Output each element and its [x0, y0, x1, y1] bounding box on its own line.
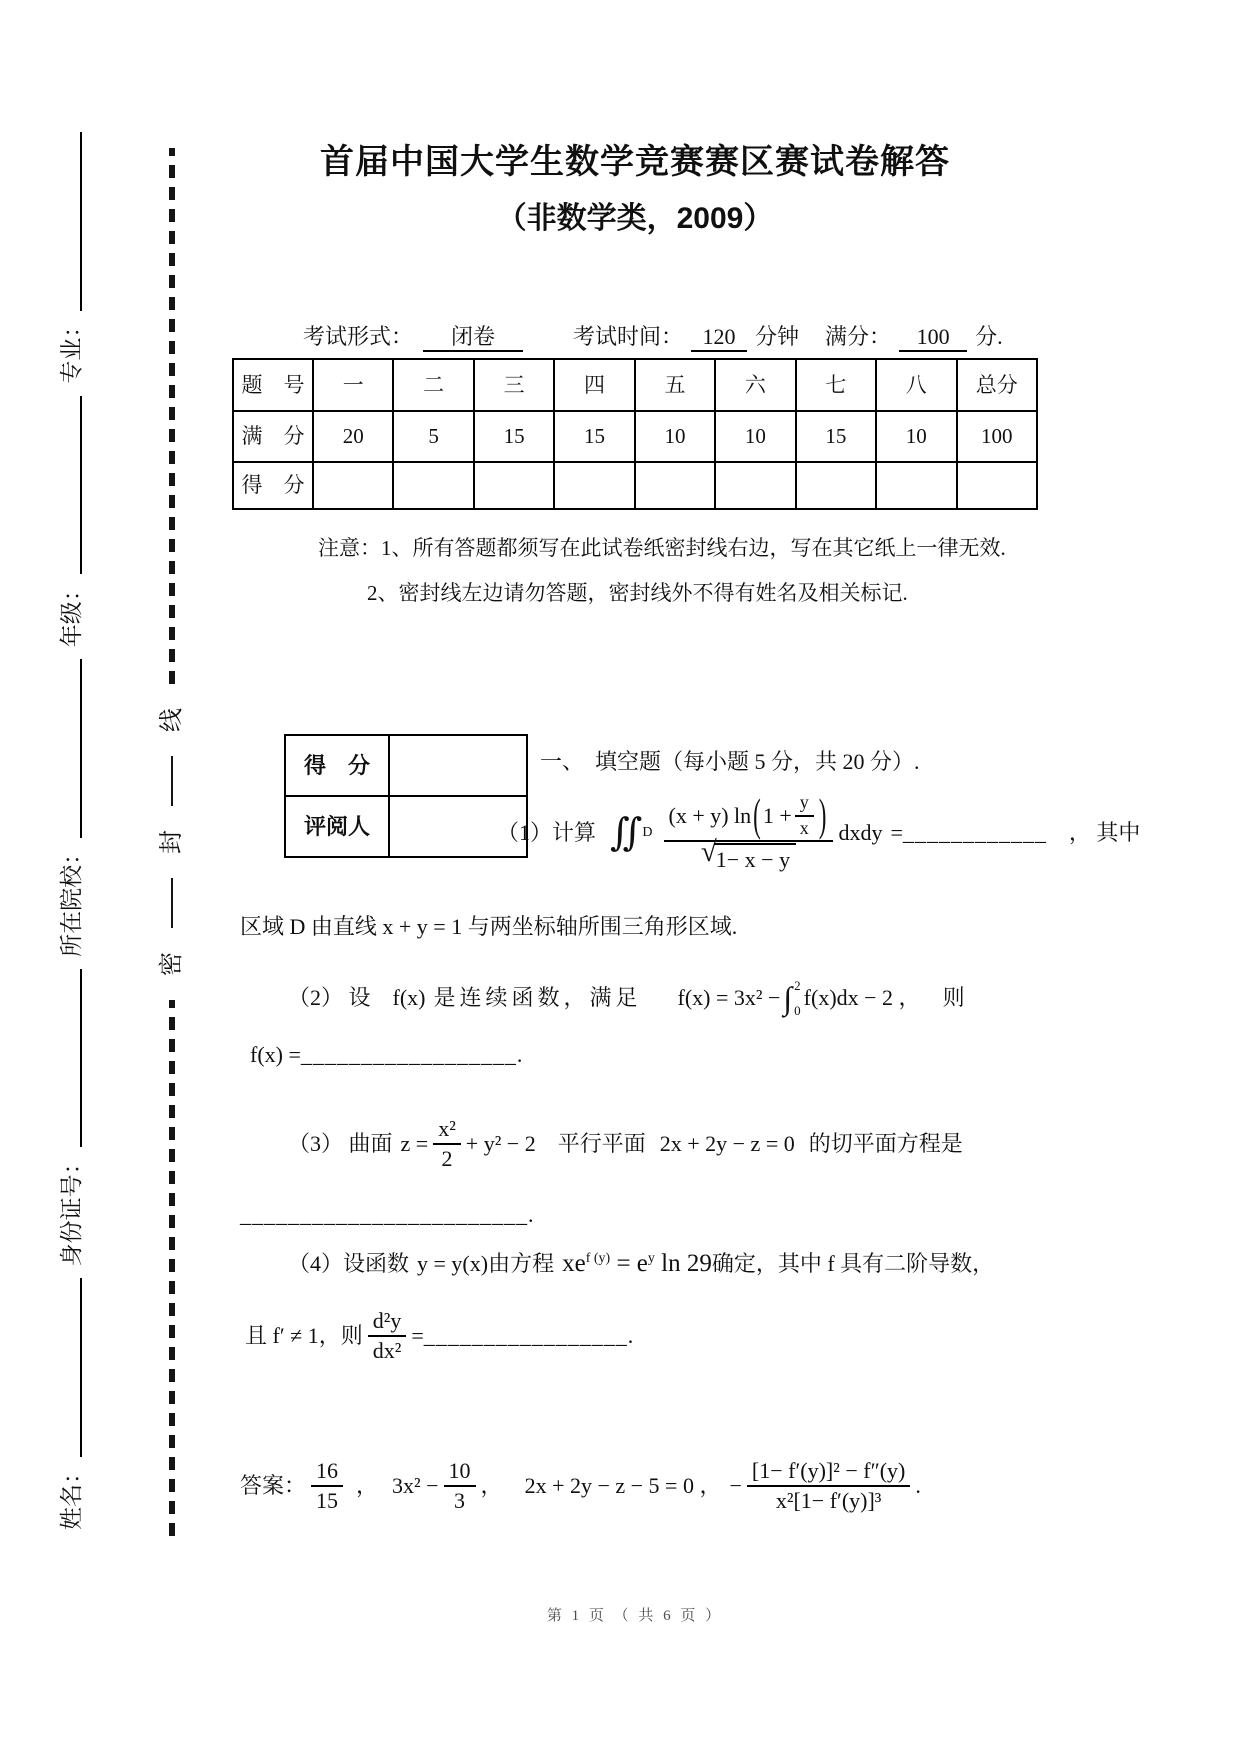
integral-limits: [794, 979, 801, 1017]
score-reviewer-box: [284, 734, 528, 858]
full-mark-cell: 15: [554, 411, 634, 462]
q3-mid-text: 平行平面: [557, 1131, 646, 1157]
page-title: 首届中国大学生数学竞赛赛区赛试卷解答: [320, 143, 950, 181]
seal-line-column: [154, 148, 190, 1536]
exam-time-value: 120: [691, 324, 747, 352]
obtained-mark-cell: [313, 462, 393, 509]
q1-numerator: [664, 792, 834, 842]
q2-period: .: [516, 1042, 523, 1067]
major-blank-line: [80, 132, 82, 311]
q3-surface-rest: + y² − 2: [465, 1131, 536, 1157]
obtained-mark-cell: [876, 462, 956, 509]
id-number-label: 身份证号：: [59, 1151, 85, 1267]
q1-inner-den: x: [799, 817, 809, 838]
school-blank-line: [80, 659, 82, 838]
major-label: 专业：: [59, 314, 85, 384]
answer-2-fraction: [444, 1458, 476, 1515]
col-header: 六: [715, 359, 795, 411]
full-score-unit: 分.: [975, 324, 1003, 349]
q4-yfx: y = y(x): [417, 1251, 489, 1277]
full-mark-cell: 10: [715, 411, 795, 462]
q3-lead: （3） 曲面: [288, 1131, 393, 1157]
reviewer-label: 评阅人: [285, 796, 389, 857]
seal-dashed-line-top: [169, 148, 175, 684]
question-2: [288, 968, 965, 1028]
question-1-formula: [497, 780, 1140, 886]
question-3: [288, 1102, 963, 1186]
reviewer-row: [285, 796, 527, 857]
q2-tail: 则: [942, 985, 965, 1011]
q4-derivative-fraction: [368, 1308, 407, 1365]
full-mark-cell: 5: [393, 411, 473, 462]
integral-domain: D: [642, 824, 653, 840]
seal-char-xian: 线: [158, 708, 185, 732]
q4-dx2: dx²: [372, 1338, 402, 1363]
q1-answer-blank: ____________: [902, 820, 1047, 846]
q1-inner-num: y: [795, 792, 814, 817]
q2-answer-lhs: f(x) =: [250, 1042, 301, 1067]
q4-ln29: ln 29: [661, 1250, 712, 1278]
seal-char-feng: 封: [158, 830, 185, 854]
score-label: 得 分: [285, 735, 389, 796]
full-score-label: 满分：: [825, 324, 892, 349]
q1-denominator: [696, 836, 801, 873]
question-1-domain-text: 区域 D 由直线 x + y = 1 与两坐标轴所围三角形区域.: [240, 914, 738, 939]
q1-dxdy: dxdy: [838, 820, 883, 846]
exam-time-label: 考试时间：: [573, 324, 684, 349]
full-score-value: 100: [899, 324, 967, 352]
student-info-column: [52, 120, 92, 1572]
table-row-obtained-marks: [233, 462, 1037, 509]
col-header: 八: [876, 359, 956, 411]
answer-1-fraction: [311, 1458, 343, 1515]
answer-4-num: [1− f′(y)]² − f″(y): [747, 1458, 911, 1487]
big-paren-left: (: [753, 790, 761, 841]
obtained-mark-cell: [957, 462, 1038, 509]
col-header: 二: [393, 359, 473, 411]
table-row-question-numbers: [233, 359, 1037, 411]
question-2-answer-line: [250, 1040, 522, 1070]
q3-tail: 的切平面方程是: [808, 1131, 963, 1157]
row-label: 得 分: [233, 462, 313, 509]
exam-time-unit: 分钟: [755, 324, 800, 349]
upper-limit: 2: [794, 978, 801, 993]
notice-line-2: 2、密封线左边请勿答题，密封线外不得有姓名及相关标记.: [367, 581, 908, 605]
q4-eq-e: = e: [616, 1250, 648, 1278]
q3-plane-equation: 2x + 2y − z = 0: [659, 1131, 795, 1157]
comma: ，: [480, 1473, 503, 1499]
row-label: 题 号: [233, 359, 313, 411]
q1-main-fraction: [664, 792, 834, 874]
col-header: 一: [313, 359, 393, 411]
exam-info-line: [303, 322, 1003, 352]
id-blank-line: [80, 969, 82, 1148]
grade-label: 年级：: [59, 578, 85, 648]
full-mark-cell: 15: [474, 411, 554, 462]
q3-frac-num: x²: [433, 1116, 461, 1145]
notice-line-1: 注意：1、所有答题都须写在此试卷纸密封线右边，写在其它纸上一律无效.: [318, 536, 1006, 560]
q1-tail: ， 其中: [1068, 820, 1141, 846]
q2-mid-text: 是连续函数，满足: [433, 985, 642, 1011]
score-row: [285, 735, 527, 796]
full-mark-cell: 100: [957, 411, 1038, 462]
double-integral-sign: ∬: [610, 812, 643, 854]
score-grid-table: [232, 358, 1038, 510]
big-paren-right: ): [818, 790, 827, 841]
col-header: 三: [474, 359, 554, 411]
q3-period: .: [528, 1202, 534, 1227]
answer-4-minus: −: [729, 1473, 742, 1499]
square-root: [700, 836, 796, 873]
q4-lead: （4）设函数: [288, 1251, 410, 1277]
q2-fx: f(x): [392, 985, 426, 1011]
seal-connector: [171, 878, 173, 928]
q1-lead: （1）计算: [497, 820, 597, 846]
seal-dashed-line-bottom: [169, 1000, 175, 1536]
page-footer: 第 1 页 （ 共 6 页 ）: [546, 1608, 724, 1624]
q4-d2y: d²y: [368, 1308, 407, 1337]
full-mark-cell: 10: [876, 411, 956, 462]
name-label: 姓名：: [59, 1461, 85, 1530]
section-1-heading: 一、 填空题（每小题 5 分，共 20 分）.: [540, 749, 920, 774]
obtained-mark-cell: [554, 462, 634, 509]
q3-answer-blank: ________________________: [240, 1202, 528, 1227]
answer-4-den: x²[1− f′(y)]³: [775, 1488, 882, 1513]
q4-answer-blank: _________________: [423, 1323, 628, 1349]
full-mark-cell: 20: [313, 411, 393, 462]
q4-mid: 由方程: [488, 1251, 555, 1277]
q3-frac-den: 2: [441, 1146, 453, 1171]
obtained-mark-cell: [393, 462, 473, 509]
obtained-mark-cell: [715, 462, 795, 509]
period: .: [915, 1473, 921, 1499]
radicand: 1− x − y: [714, 843, 796, 873]
col-header: 五: [635, 359, 715, 411]
name-blank-line: [80, 1278, 82, 1457]
radical-sign: √: [700, 836, 717, 869]
q2-lead: （2） 设: [288, 985, 371, 1011]
exam-form-label: 考试形式：: [303, 324, 414, 349]
seal-connector: [171, 756, 173, 806]
q2-equation-right: f(x)dx − 2 ，: [803, 985, 921, 1011]
q4-xe-sup: f (y): [585, 1251, 611, 1267]
q1-equals: =: [890, 820, 903, 846]
answer-2-den: 3: [454, 1488, 466, 1513]
q2-equation-left: f(x) = 3x² −: [677, 985, 781, 1011]
page-subtitle: （非数学类，2009）: [496, 202, 774, 235]
q4-equals: =: [411, 1323, 424, 1349]
col-header: 总分: [957, 359, 1038, 411]
q1-num-inner: 1 +: [762, 802, 792, 828]
answer-4-fraction: [747, 1458, 911, 1515]
school-label: 所在院校：: [59, 841, 85, 957]
seal-char-mi: 密: [158, 952, 185, 976]
q4-period: .: [627, 1323, 634, 1349]
q4-equation: [562, 1247, 712, 1281]
col-header: 四: [554, 359, 634, 411]
integral-with-limits: [783, 979, 800, 1017]
q4-line2-pre: 且 f′ ≠ 1，则: [245, 1323, 363, 1349]
q3-fraction: [433, 1116, 461, 1173]
obtained-mark-cell: [796, 462, 876, 509]
answer-2-pre: 3x² −: [392, 1473, 439, 1499]
q1-inner-fraction: [795, 792, 814, 839]
question-3-answer-line: [240, 1200, 534, 1230]
full-mark-cell: 15: [796, 411, 876, 462]
col-header: 七: [796, 359, 876, 411]
q4-tail: 确定，其中 f 具有二阶导数，: [711, 1251, 995, 1277]
exam-form-value: 闭卷: [423, 324, 523, 352]
full-mark-cell: 10: [635, 411, 715, 462]
answers-label: 答案：: [240, 1473, 307, 1499]
question-4-answer-line: [245, 1292, 633, 1380]
q4-xe: xe: [562, 1250, 586, 1278]
answers-line: [240, 1436, 921, 1536]
q1-num-text: (x + y) ln: [668, 802, 752, 828]
q3-z-equals: z =: [400, 1131, 429, 1157]
question-4: [288, 1240, 994, 1288]
row-label: 满 分: [233, 411, 313, 462]
answer-1-num: 16: [311, 1458, 343, 1487]
obtained-mark-cell: [635, 462, 715, 509]
q4-e-sup: y: [647, 1251, 655, 1267]
answer-2-num: 10: [444, 1458, 476, 1487]
lower-limit: 0: [794, 1003, 801, 1018]
table-row-full-marks: [233, 411, 1037, 462]
comma: ，: [356, 1473, 379, 1499]
grade-blank-line: [80, 396, 82, 575]
answer-1-den: 15: [316, 1488, 339, 1513]
obtained-mark-cell: [474, 462, 554, 509]
q2-answer-blank: __________________: [300, 1042, 517, 1067]
integral-sign: ∫: [783, 980, 793, 1016]
answer-3: 2x + 2y − z − 5 = 0 ，: [524, 1473, 722, 1499]
